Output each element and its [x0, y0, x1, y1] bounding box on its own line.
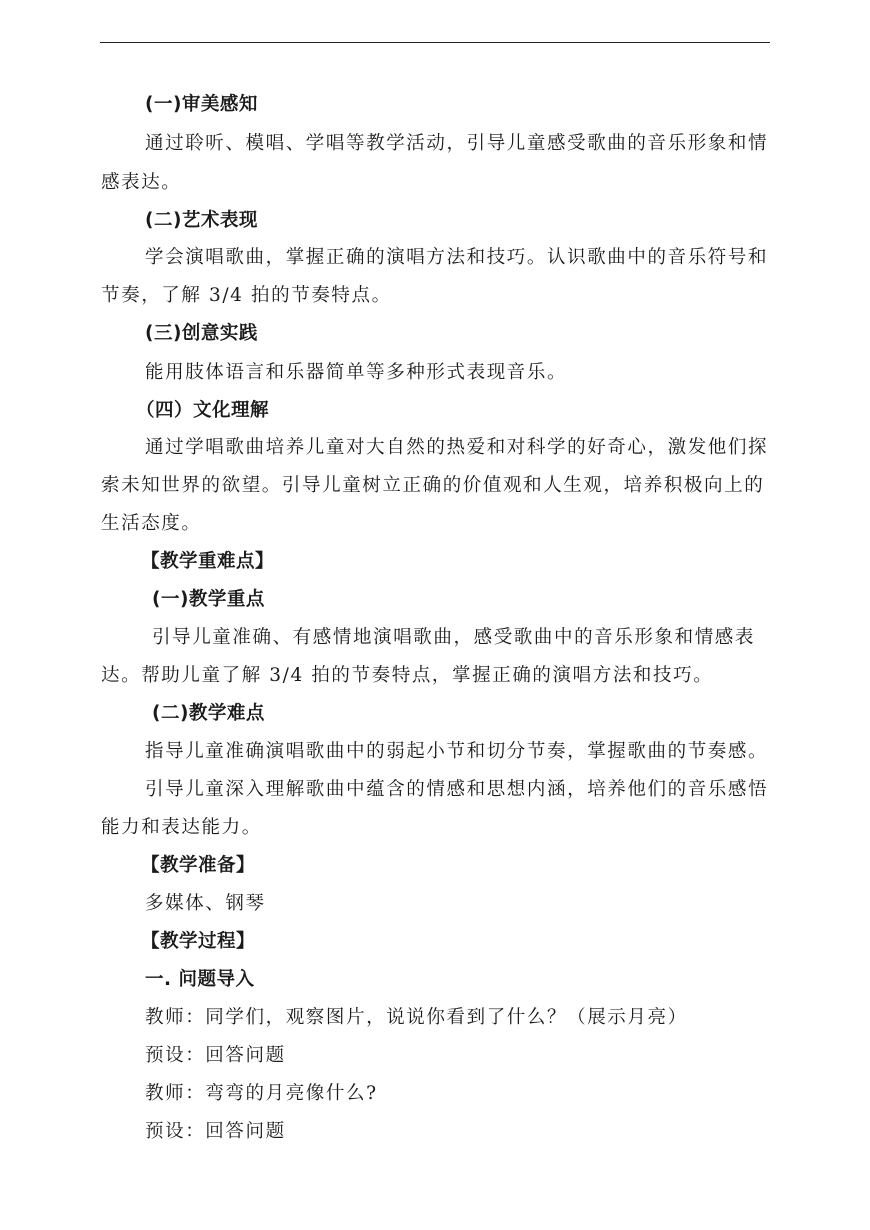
paragraph-line: 教师：同学们，观察图片，说说你看到了什么？（展示月亮）: [145, 1007, 688, 1028]
keypoints-heading: 【教学重难点】: [141, 551, 275, 572]
paragraph-line: 生活态度。: [101, 513, 202, 534]
paragraph-line: 预设：回答问题: [145, 1121, 286, 1142]
paragraph-line: 节奏，了解 3/4 拍的节奏特点。: [101, 285, 392, 306]
paragraph-line: 感表达。: [101, 172, 182, 193]
paragraph-line: 通过学唱歌曲培养儿童对大自然的热爱和对科学的好奇心，激发他们探: [145, 437, 769, 458]
preparation-heading: 【教学准备】: [141, 855, 256, 876]
paragraph-line: 学会演唱歌曲，掌握正确的演唱方法和技巧。认识歌曲中的音乐符号和: [145, 247, 769, 268]
section-heading-art: (二)艺术表现: [145, 210, 258, 231]
paragraph-line: 预设：回答问题: [145, 1045, 286, 1066]
paragraph-line: 引导儿童准确、有感情地演唱歌曲，感受歌曲中的音乐形象和情感表: [152, 627, 756, 648]
paragraph-line: 索未知世界的欲望。引导儿童树立正确的价值观和人生观，培养积极向上的: [101, 475, 765, 496]
keypoint-heading-focus: (一)教学重点: [152, 589, 265, 610]
process-step-heading: 一. 问题导入: [145, 969, 255, 990]
paragraph-line: 能用肢体语言和乐器简单等多种形式表现音乐。: [145, 362, 568, 383]
paragraph-line: 指导儿童准确演唱歌曲中的弱起小节和切分节奏，掌握歌曲的节奏感。: [145, 741, 769, 762]
process-heading: 【教学过程】: [141, 931, 256, 952]
paragraph-line: 教师：弯弯的月亮像什么?: [145, 1083, 378, 1104]
paragraph-line: 多媒体、钢琴: [145, 893, 266, 914]
section-heading-aesthetic: (一)审美感知: [145, 94, 258, 115]
keypoint-heading-difficulty: (二)教学难点: [152, 703, 265, 724]
section-heading-culture: （四）文化理解: [136, 400, 270, 421]
paragraph-line: 能力和表达能力。: [101, 817, 262, 838]
section-heading-creative: (三)创意实践: [145, 323, 258, 344]
paragraph-line: 达。帮助儿童了解 3/4 拍的节奏特点，掌握正确的演唱方法和技巧。: [101, 665, 714, 686]
paragraph-line: 引导儿童深入理解歌曲中蕴含的情感和思想内涵，培养他们的音乐感悟: [145, 779, 769, 800]
paragraph-line: 通过聆听、模唱、学唱等教学活动，引导儿童感受歌曲的音乐形象和情: [145, 133, 769, 154]
